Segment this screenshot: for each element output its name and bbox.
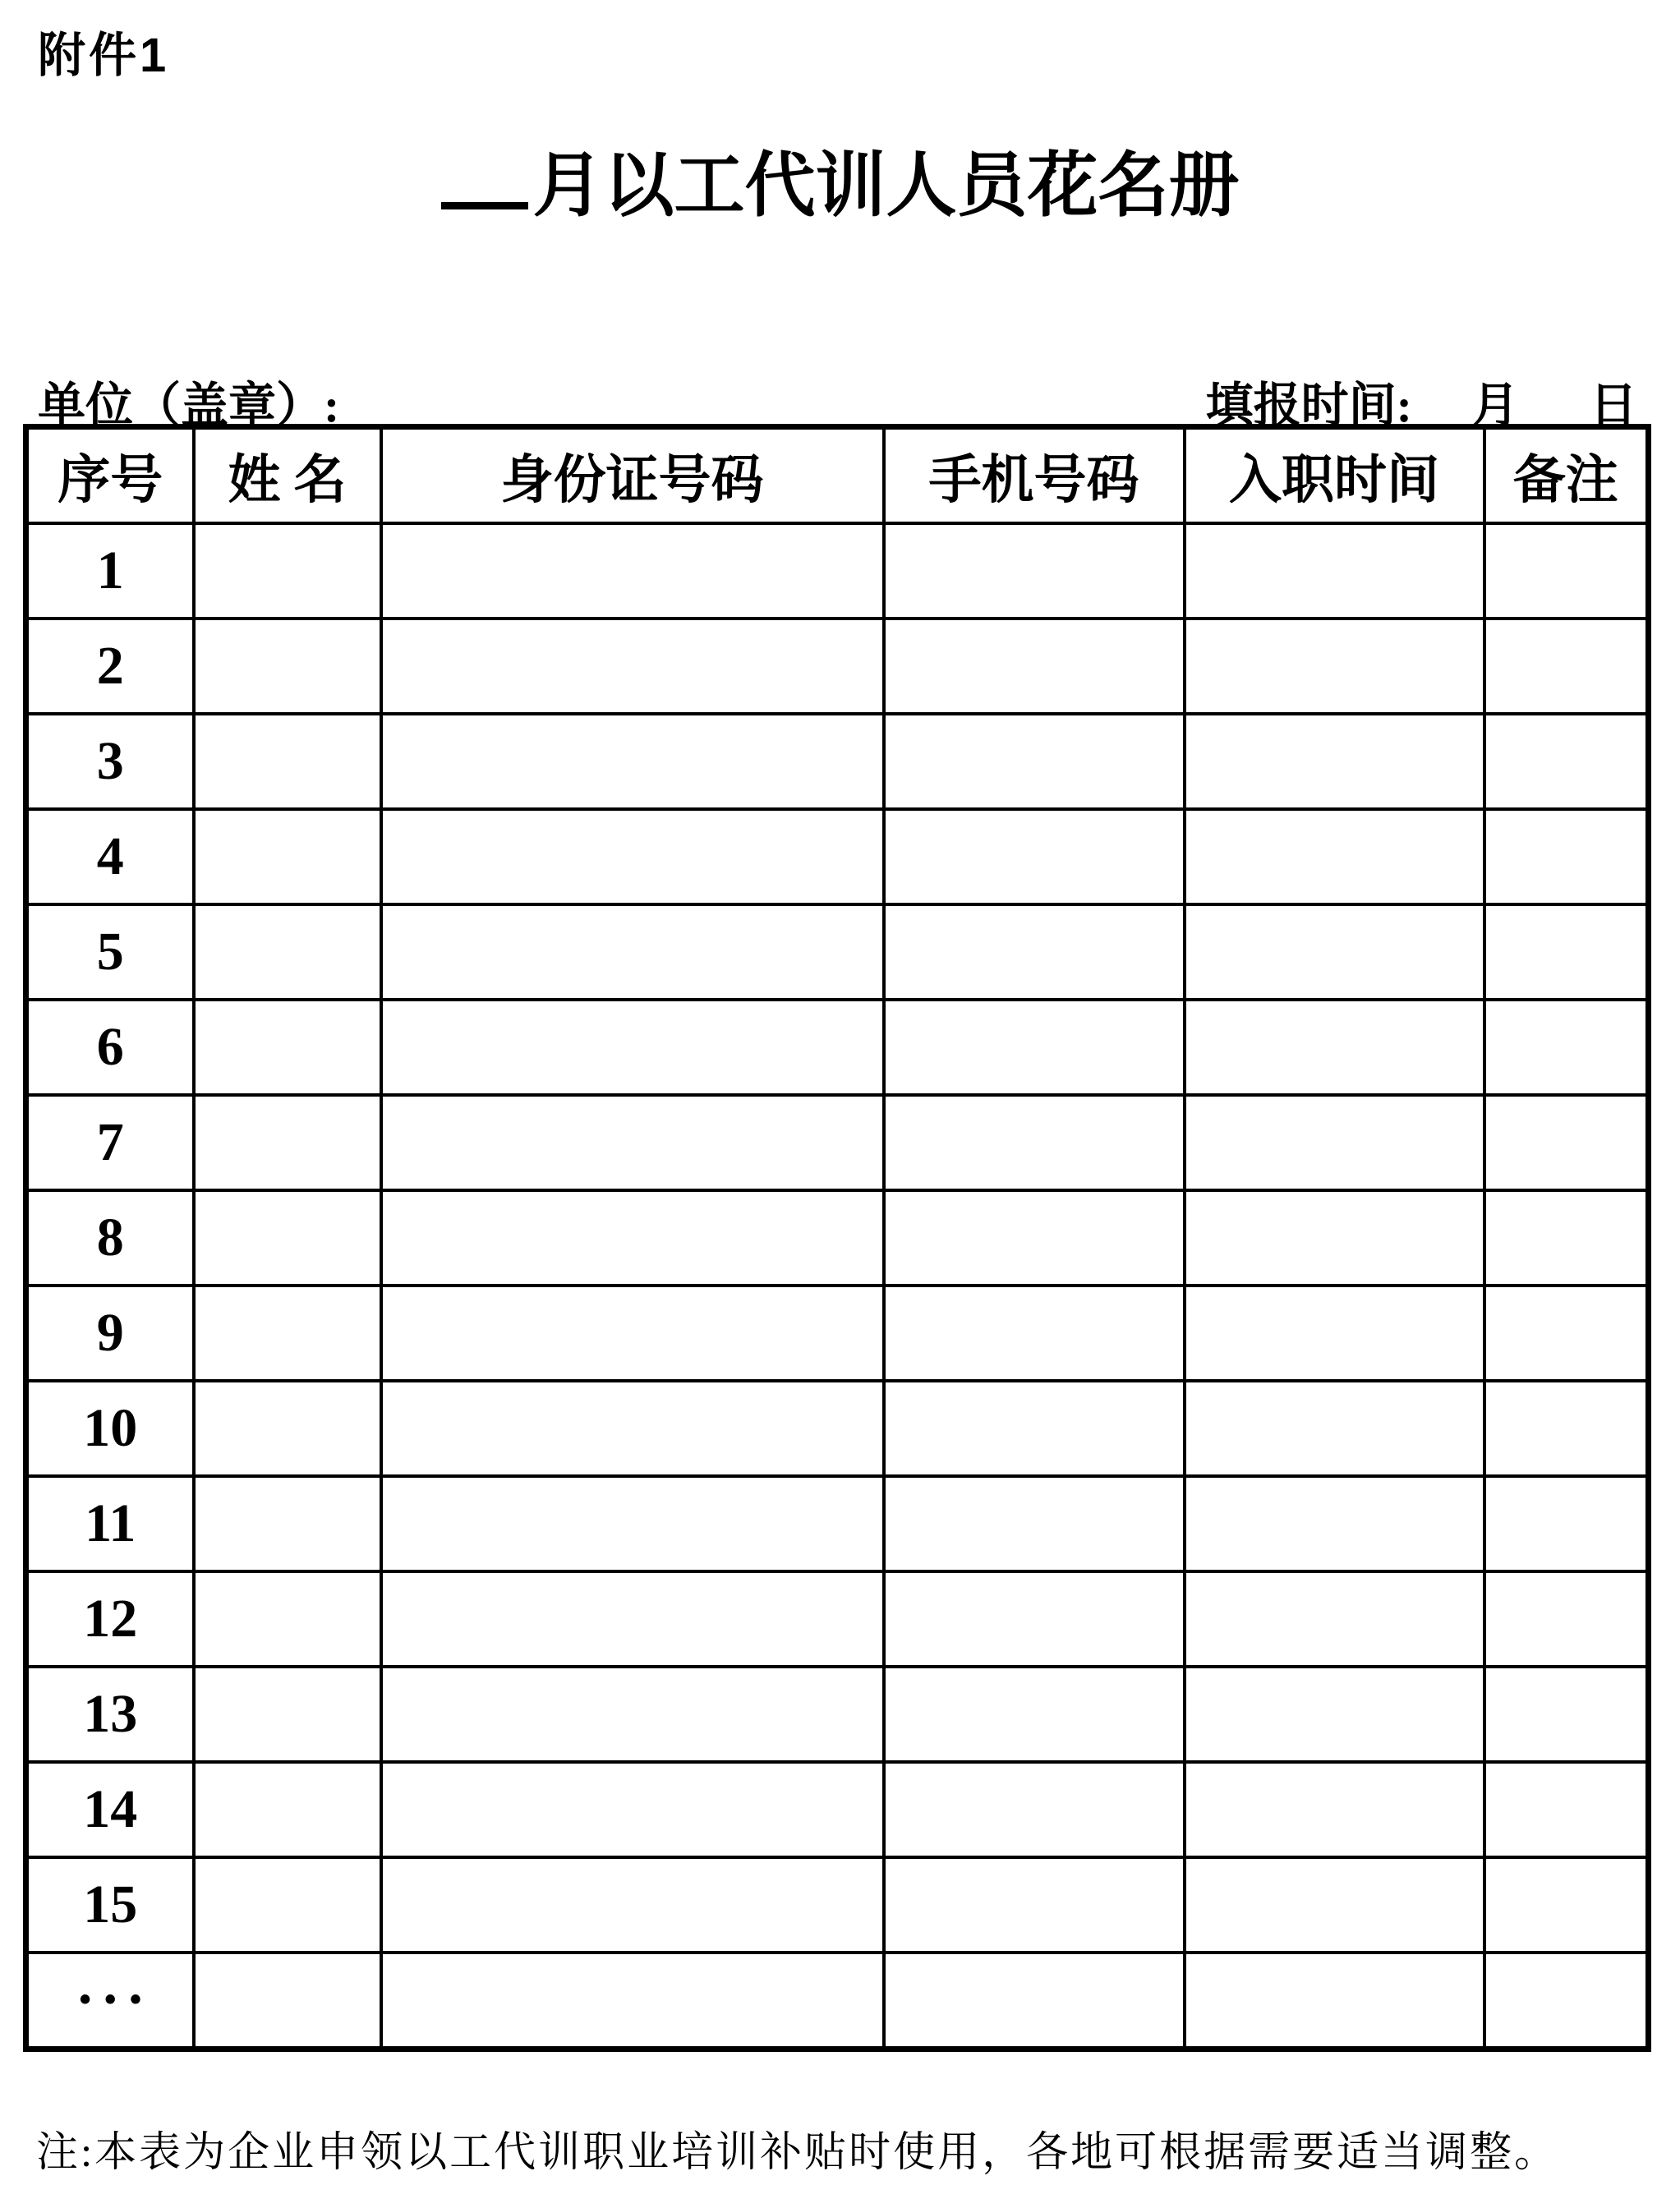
row-number-cell: 8: [26, 1190, 194, 1286]
table-row: [26, 1571, 1649, 1667]
empty-cell: [194, 1476, 381, 1571]
title-text: 月以工代训人员花名册: [532, 146, 1240, 225]
empty-cell: [381, 1286, 884, 1381]
empty-cell: [1185, 1857, 1484, 1953]
table-row: [26, 1857, 1649, 1953]
table-row: [26, 1095, 1649, 1190]
empty-cell: [1484, 714, 1649, 809]
empty-cell: [381, 1762, 884, 1857]
empty-cell: [1185, 714, 1484, 809]
empty-cell: [884, 714, 1185, 809]
empty-cell: [194, 523, 381, 619]
empty-cell: [1484, 1571, 1649, 1667]
empty-cell: [1484, 1286, 1649, 1381]
empty-cell: [1484, 1762, 1649, 1857]
empty-cell: [1484, 1381, 1649, 1476]
row-number-cell: 11: [26, 1476, 194, 1571]
empty-cell: [1185, 1381, 1484, 1476]
empty-cell: [884, 809, 1185, 904]
row-number-cell: 3: [26, 714, 194, 809]
empty-cell: [381, 1857, 884, 1953]
empty-cell: [884, 1857, 1185, 1953]
empty-cell: [1185, 1286, 1484, 1381]
empty-cell: [884, 619, 1185, 714]
empty-cell: [194, 904, 381, 1000]
empty-cell: [194, 1857, 381, 1953]
empty-cell: [1484, 1476, 1649, 1571]
empty-cell: [381, 1667, 884, 1762]
empty-cell: [1484, 1190, 1649, 1286]
empty-cell: [1185, 1190, 1484, 1286]
empty-cell: [1185, 1953, 1484, 2049]
empty-cell: [884, 1190, 1185, 1286]
empty-cell: [884, 1667, 1185, 1762]
empty-cell: [1185, 1095, 1484, 1190]
empty-cell: [884, 1286, 1185, 1381]
table-row: [26, 1953, 1649, 2049]
empty-cell: [381, 1953, 884, 2049]
row-number-cell: 13: [26, 1667, 194, 1762]
empty-cell: [381, 904, 884, 1000]
row-number-cell: 7: [26, 1095, 194, 1190]
row-ellipsis-cell: •••: [26, 1953, 194, 2049]
empty-cell: [1185, 809, 1484, 904]
empty-cell: [1185, 1667, 1484, 1762]
empty-cell: [884, 1095, 1185, 1190]
row-number-cell: 5: [26, 904, 194, 1000]
empty-cell: [194, 809, 381, 904]
row-number-cell: 12: [26, 1571, 194, 1667]
table-row: [26, 1286, 1649, 1381]
empty-cell: [194, 1095, 381, 1190]
table-row: [26, 714, 1649, 809]
day-label: 日: [1589, 379, 1637, 432]
empty-cell: [1185, 1476, 1484, 1571]
empty-cell: [1484, 1000, 1649, 1095]
empty-cell: [194, 714, 381, 809]
empty-cell: [381, 714, 884, 809]
empty-cell: [884, 1476, 1185, 1571]
row-number-cell: 15: [26, 1857, 194, 1953]
table-row: [26, 523, 1649, 619]
empty-cell: [381, 1476, 884, 1571]
empty-cell: [1484, 1095, 1649, 1190]
empty-cell: [194, 1000, 381, 1095]
row-number-cell: 10: [26, 1381, 194, 1476]
empty-cell: [381, 809, 884, 904]
attachment-label: 附件1: [38, 29, 170, 82]
row-number-cell: 2: [26, 619, 194, 714]
empty-cell: [1185, 1000, 1484, 1095]
table-row: [26, 1000, 1649, 1095]
empty-cell: [381, 523, 884, 619]
report-time-label: 填报时间:: [1205, 379, 1412, 432]
header-name: 姓 名: [194, 427, 381, 524]
empty-cell: [194, 1667, 381, 1762]
row-number-cell: 1: [26, 523, 194, 619]
empty-cell: [884, 523, 1185, 619]
empty-cell: [1185, 619, 1484, 714]
empty-cell: [1185, 904, 1484, 1000]
table-row: [26, 1667, 1649, 1762]
empty-cell: [194, 1286, 381, 1381]
empty-cell: [381, 1000, 884, 1095]
empty-cell: [381, 1571, 884, 1667]
empty-cell: [1484, 619, 1649, 714]
month-label: 月: [1471, 379, 1519, 432]
header-hire-date: 入职时间: [1185, 427, 1484, 524]
header-remarks: 备注: [1484, 427, 1649, 524]
empty-cell: [1484, 1857, 1649, 1953]
empty-cell: [381, 1381, 884, 1476]
row-number-cell: 4: [26, 809, 194, 904]
header-phone: 手机号码: [884, 427, 1185, 524]
table-row: [26, 1190, 1649, 1286]
empty-cell: [194, 1190, 381, 1286]
footnote: 注:本表为企业申领以工代训职业培训补贴时使用，各地可根据需要适当调整。: [36, 2130, 1559, 2176]
empty-cell: [1484, 809, 1649, 904]
empty-cell: [194, 1571, 381, 1667]
roster-table: [23, 424, 1651, 2052]
table-row: [26, 1762, 1649, 1857]
row-number-cell: 9: [26, 1286, 194, 1381]
empty-cell: [884, 1381, 1185, 1476]
empty-cell: [1185, 523, 1484, 619]
empty-cell: [1185, 1571, 1484, 1667]
empty-cell: [884, 1953, 1185, 2049]
empty-cell: [884, 1571, 1185, 1667]
empty-cell: [194, 1762, 381, 1857]
empty-cell: [884, 1000, 1185, 1095]
row-number-cell: 6: [26, 1000, 194, 1095]
table-row: [26, 1476, 1649, 1571]
header-row: [26, 427, 1649, 524]
empty-cell: [884, 1762, 1185, 1857]
empty-cell: [884, 904, 1185, 1000]
empty-cell: [381, 619, 884, 714]
unit-seal-label: 单位（盖章）:: [38, 379, 340, 432]
empty-cell: [194, 1381, 381, 1476]
empty-cell: [381, 1095, 884, 1190]
table-row: [26, 809, 1649, 904]
empty-cell: [1185, 1762, 1484, 1857]
empty-cell: [1484, 1667, 1649, 1762]
empty-cell: [1484, 904, 1649, 1000]
empty-cell: [1484, 523, 1649, 619]
header-serial: 序号: [26, 427, 194, 524]
table-row: [26, 904, 1649, 1000]
table-row: [26, 619, 1649, 714]
row-number-cell: 14: [26, 1762, 194, 1857]
document-title: [0, 128, 1680, 230]
empty-cell: [194, 1953, 381, 2049]
title-blank-line: [441, 202, 528, 209]
empty-cell: [1484, 1953, 1649, 2049]
table-row: [26, 1381, 1649, 1476]
header-id-number: 身份证号码: [381, 427, 884, 524]
empty-cell: [194, 619, 381, 714]
empty-cell: [381, 1190, 884, 1286]
